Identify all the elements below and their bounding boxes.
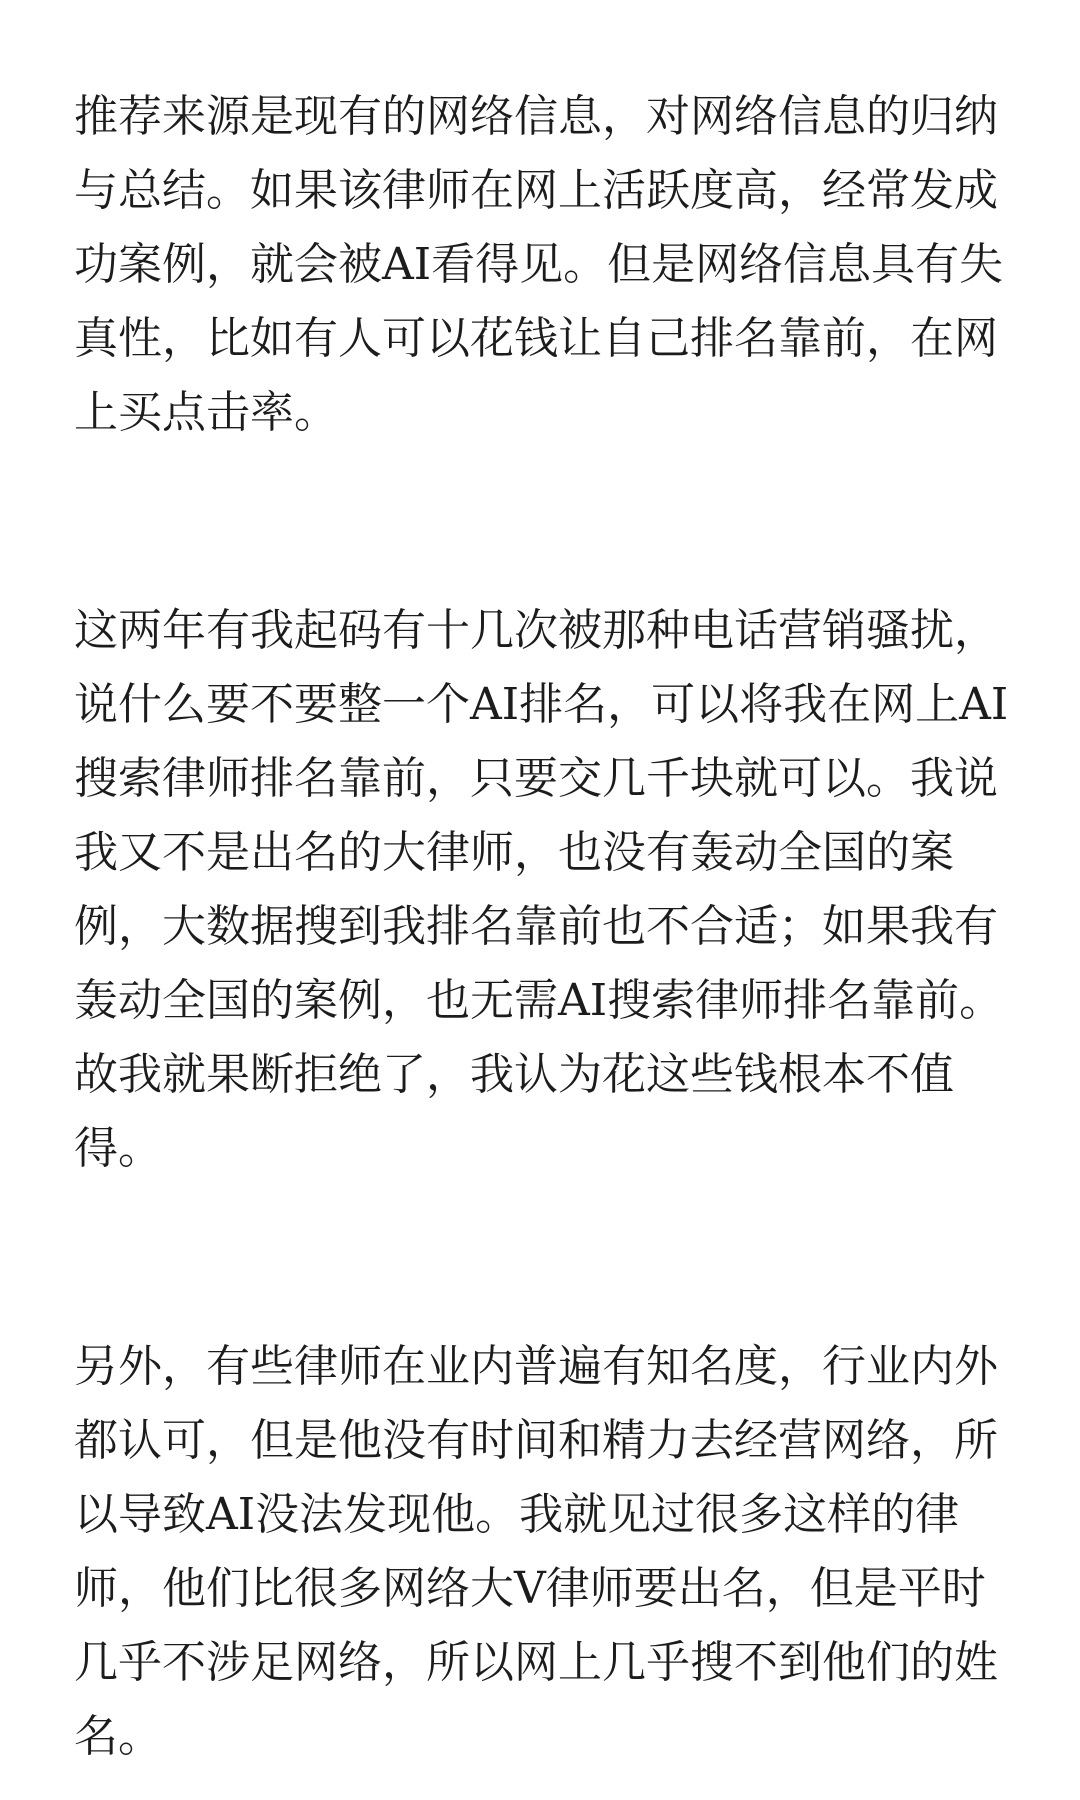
article-body [74,80,1010,1774]
paragraph-3: 另外，有些律师在业内普遍有知名度，行业内外都认可，但是他没有时间和精力去经营网络，所以导致AI没法发现他。我就见过很多这样的律师，他们比很多网络大V律师要出名，但是平时几乎不涉足网络，所以网上几乎搜不到他们的姓名。 [74,1341,998,1762]
paragraph-1: 推荐来源是现有的网络信息，对网络信息的归纳与总结。如果该律师在网上活跃度高，经常发成功案例，就会被AI看得见。但是网络信息具有失真性，比如有人可以花钱让自己排名靠前，在网上买点击率。 [74,91,1004,438]
paragraph-2: 这两年有我起码有十几次被那种电话营销骚扰，说什么要不要整一个AI排名，可以将我在网上AI搜索律师排名靠前，只要交几千块就可以。我说我又不是出名的大律师，也没有轰动全国的案例，大数据搜到我排名靠前也不合适；如果我有轰动全国的案例，也无需AI搜索律师排名靠前。故我就果断拒绝了，我认为花这些钱根本不值得。 [74,605,1009,1174]
